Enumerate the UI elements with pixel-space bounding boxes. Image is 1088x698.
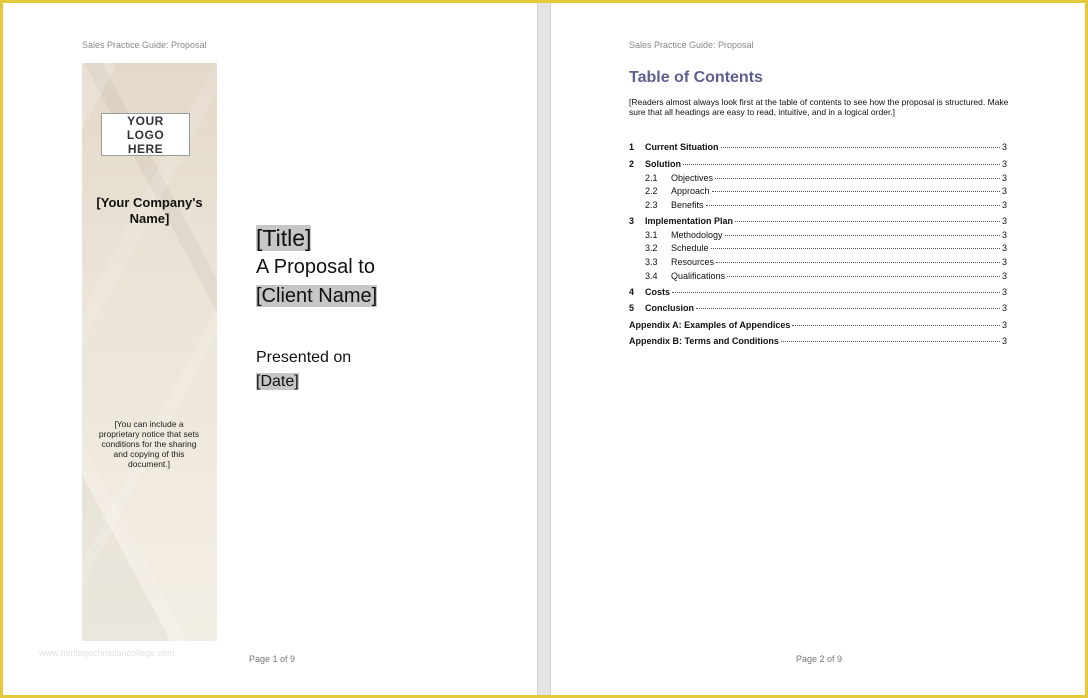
toc-entry[interactable] bbox=[629, 287, 1007, 299]
title-placeholder[interactable]: [Title] bbox=[256, 225, 312, 251]
page-gutter bbox=[537, 3, 551, 695]
toc-leader-dots bbox=[792, 325, 1000, 326]
toc-entry[interactable] bbox=[645, 230, 1007, 242]
presented-block bbox=[256, 346, 351, 394]
toc-entry[interactable] bbox=[629, 320, 1007, 332]
toc-entry-number: 4 bbox=[629, 287, 635, 297]
toc-page bbox=[551, 3, 1085, 695]
company-name[interactable]: [Your Company's Name] bbox=[96, 195, 203, 226]
toc-entry-page: 3 bbox=[1001, 287, 1007, 297]
toc-entry-number: 2.3 bbox=[645, 200, 658, 210]
toc-entry[interactable] bbox=[645, 257, 1007, 269]
toc-entry-page: 3 bbox=[1001, 159, 1007, 169]
toc-entry-page: 3 bbox=[1001, 303, 1007, 313]
cover-page bbox=[3, 3, 537, 695]
toc-entry-page: 3 bbox=[1001, 320, 1007, 330]
toc-entry-number: 2.2 bbox=[645, 186, 658, 196]
toc-entry-label: Current Situation bbox=[645, 142, 719, 152]
toc-entry[interactable] bbox=[645, 186, 1007, 198]
toc-heading: Table of Contents bbox=[629, 69, 763, 86]
toc-leader-dots bbox=[711, 248, 1000, 249]
toc-entry-number: 2 bbox=[629, 159, 635, 169]
page-number: Page 1 of 9 bbox=[249, 654, 296, 664]
toc-entry-page: 3 bbox=[1001, 271, 1007, 281]
document-viewer bbox=[3, 3, 1085, 695]
toc-entry[interactable] bbox=[629, 142, 1007, 154]
toc-entry-number: 3 bbox=[629, 216, 635, 226]
running-header: Sales Practice Guide: Proposal bbox=[82, 40, 207, 50]
toc-leader-dots bbox=[727, 276, 1000, 277]
toc-entry-label: Costs bbox=[645, 287, 671, 297]
toc-entry-label: Objectives bbox=[671, 173, 714, 183]
toc-leader-dots bbox=[715, 178, 1000, 179]
toc-entry-label: Appendix B: Terms and Conditions bbox=[629, 336, 779, 346]
toc-entry-label: Solution bbox=[645, 159, 681, 169]
toc-entry-page: 3 bbox=[1001, 257, 1007, 267]
toc-entry-page: 3 bbox=[1001, 216, 1007, 226]
toc-leader-dots bbox=[696, 308, 1000, 309]
toc-entry-page: 3 bbox=[1001, 142, 1007, 152]
toc-entry-label: Implementation Plan bbox=[645, 216, 734, 226]
toc-entry[interactable] bbox=[629, 159, 1007, 171]
running-header: Sales Practice Guide: Proposal bbox=[629, 40, 754, 50]
toc-entry-label: Approach bbox=[671, 186, 710, 196]
date-placeholder[interactable]: [Date] bbox=[256, 373, 299, 390]
toc-entry-number: 2.1 bbox=[645, 173, 658, 183]
toc-leader-dots bbox=[725, 235, 1000, 236]
toc-entry[interactable] bbox=[645, 173, 1007, 185]
toc-entry-number: 3.1 bbox=[645, 230, 658, 240]
toc-entry[interactable] bbox=[645, 243, 1007, 255]
title-block bbox=[256, 223, 377, 311]
toc-entry-label: Conclusion bbox=[645, 303, 694, 313]
toc-entry-number: 3.4 bbox=[645, 271, 658, 281]
presented-on-text: Presented on bbox=[256, 349, 352, 366]
toc-entry-number: 3.3 bbox=[645, 257, 658, 267]
logo-text: YOUR LOGO HERE bbox=[126, 113, 165, 156]
toc-entry[interactable] bbox=[629, 216, 1007, 228]
toc-entry-number: 1 bbox=[629, 142, 635, 152]
proprietary-notice[interactable]: [You can include a proprietary notice that sets conditions for the sharing and copying of this document.] bbox=[98, 419, 200, 469]
toc-entry[interactable] bbox=[645, 271, 1007, 283]
toc-leader-dots bbox=[721, 147, 1000, 148]
toc-entry-page: 3 bbox=[1001, 336, 1007, 346]
logo-placeholder[interactable] bbox=[101, 113, 190, 156]
toc-entry-page: 3 bbox=[1001, 243, 1007, 253]
toc-entry-number: 5 bbox=[629, 303, 635, 313]
toc-leader-dots bbox=[706, 205, 1000, 206]
toc-entry-page: 3 bbox=[1001, 200, 1007, 210]
toc-leader-dots bbox=[735, 221, 1000, 222]
toc-entry-label: Qualifications bbox=[671, 271, 726, 281]
toc-leader-dots bbox=[781, 341, 1000, 342]
toc-entry[interactable] bbox=[645, 200, 1007, 212]
toc-entry-label: Resources bbox=[671, 257, 715, 267]
toc-entry-page: 3 bbox=[1001, 230, 1007, 240]
toc-leader-dots bbox=[712, 191, 1000, 192]
toc-entry[interactable] bbox=[629, 303, 1007, 315]
toc-leader-dots bbox=[672, 292, 1000, 293]
client-name-placeholder[interactable]: [Client Name] bbox=[256, 285, 378, 307]
toc-entry-label: Schedule bbox=[671, 243, 709, 253]
toc-leader-dots bbox=[683, 164, 1000, 165]
toc-note[interactable]: [Readers almost always look first at the table of contents to see how the proposal is structured. Make sure that all headings are easy to read, intuitive, and in a logical order.] bbox=[629, 97, 1009, 117]
toc-entry-label: Methodology bbox=[671, 230, 723, 240]
toc-leader-dots bbox=[716, 262, 1000, 263]
proposal-to-text: A Proposal to bbox=[256, 256, 375, 278]
watermark-text: www.heritagechristiancollege.com bbox=[39, 648, 175, 658]
page-number: Page 2 of 9 bbox=[796, 654, 843, 664]
toc-entry-page: 3 bbox=[1001, 186, 1007, 196]
toc-entry[interactable] bbox=[629, 336, 1007, 348]
toc-entry-label: Benefits bbox=[671, 200, 704, 210]
cover-sidebar bbox=[82, 63, 217, 641]
toc-entry-page: 3 bbox=[1001, 173, 1007, 183]
toc-entry-label: Appendix A: Examples of Appendices bbox=[629, 320, 791, 330]
toc-entry-number: 3.2 bbox=[645, 243, 658, 253]
